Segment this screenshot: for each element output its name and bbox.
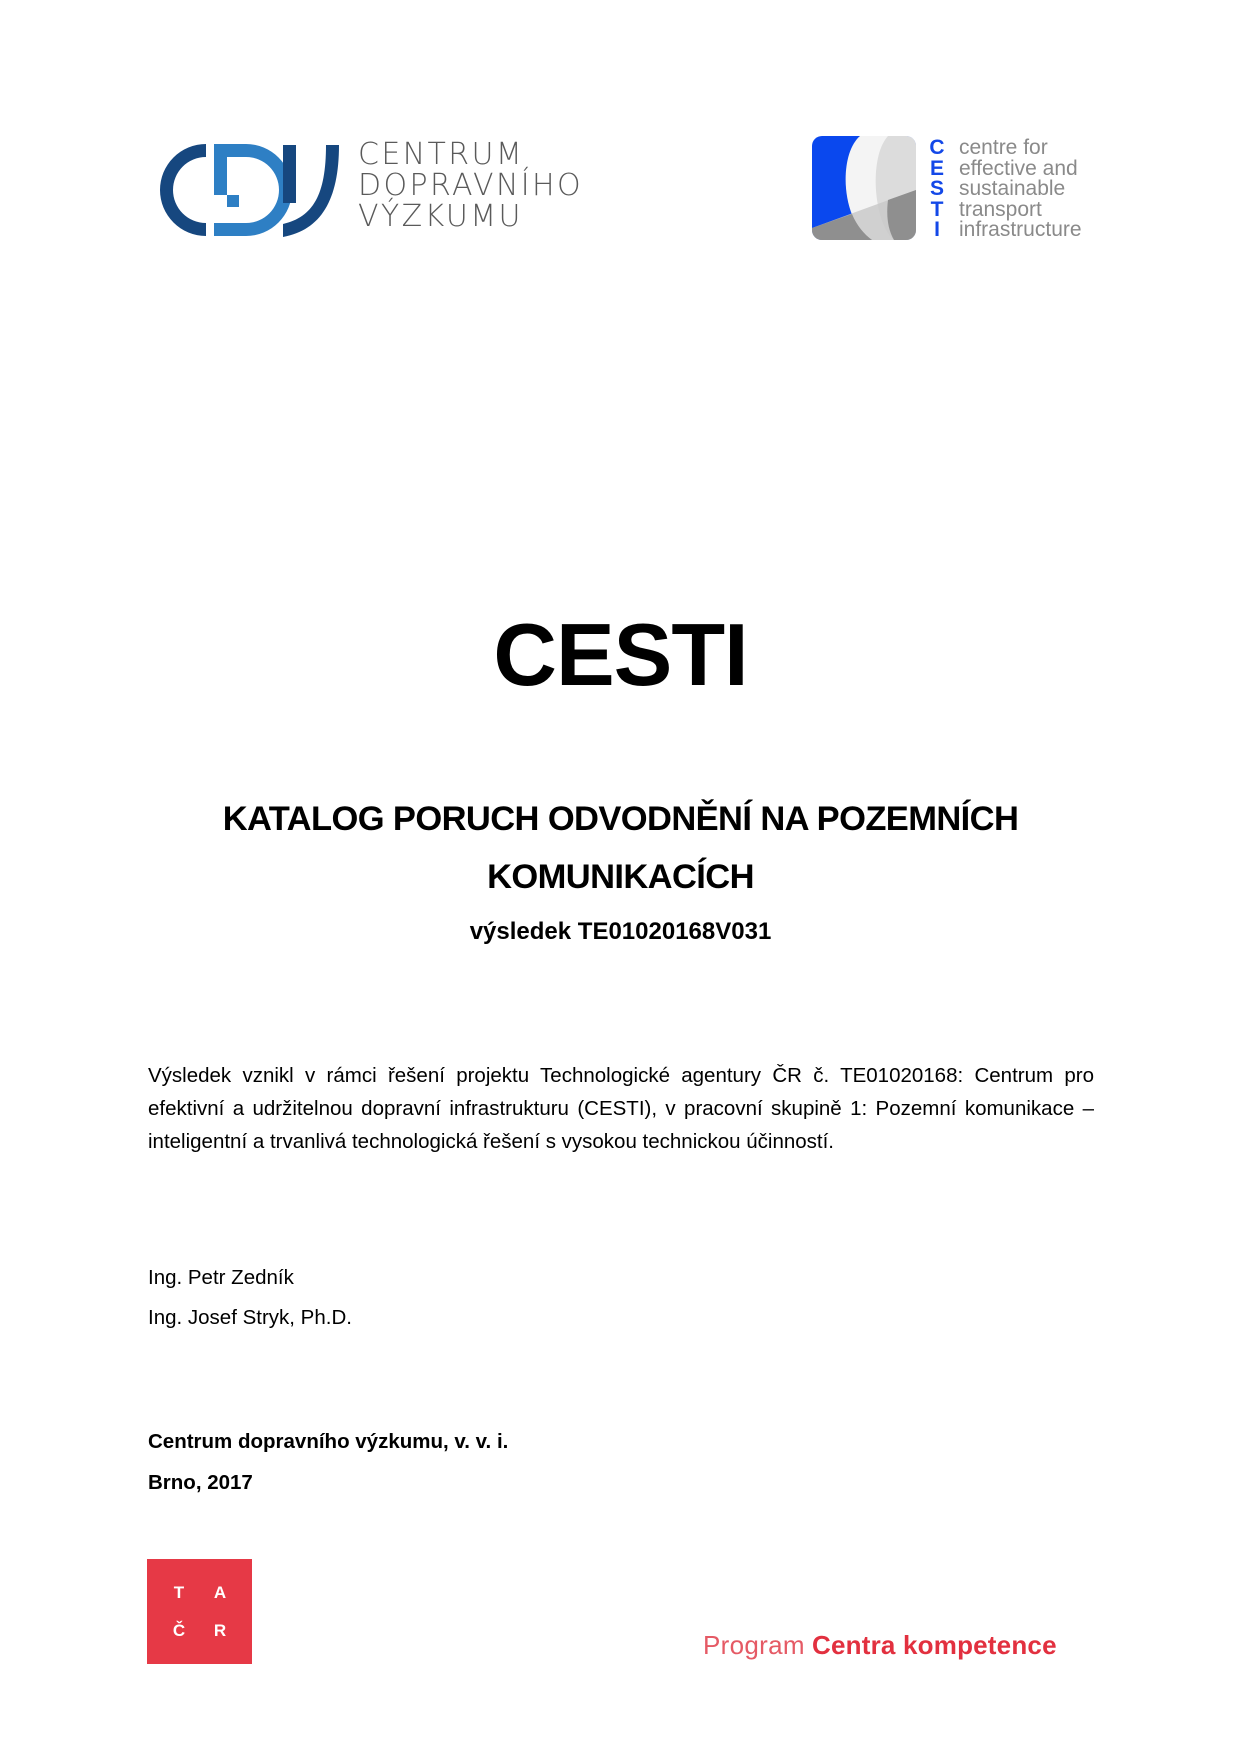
program-label: Program — [703, 1630, 805, 1660]
cesti-logo-line: infrastructure — [959, 218, 1082, 241]
tacr-logo — [147, 1559, 252, 1664]
place-year: Brno, 2017 — [148, 1471, 253, 1494]
document-subtitle — [100, 790, 1141, 906]
cesti-acronym-letter: I — [934, 218, 940, 241]
cesti-logo-mark-icon — [812, 136, 916, 240]
program-name: Centra kompetence — [812, 1630, 1057, 1660]
cdv-letter-c — [160, 144, 206, 236]
tacr-letter: T — [173, 1583, 185, 1602]
author-name: Ing. Josef Stryk, Ph.D. — [148, 1306, 352, 1329]
description-text: Výsledek vznikl v rámci řešení projektu Technologické agentury ČR č. TE01020168: Centrum pro efektivní a udržitelnou dopravní infrastrukturu (CESTI), v pracovní skupině 1: Pozemní komunikace – inteligentní a trvanlivá technologická řešení s vysokou technickou účinností. — [148, 1064, 1094, 1153]
subtitle-line: KOMUNIKACÍCH — [487, 858, 754, 896]
authors — [148, 1258, 352, 1338]
cesti-acronym-letter: C — [929, 136, 945, 159]
institution-name: Centrum dopravního výzkumu, v. v. i. — [148, 1430, 509, 1453]
cesti-logo — [812, 136, 1092, 242]
cdv-square — [227, 195, 239, 207]
cesti-acronym-letter: T — [930, 197, 944, 221]
cdv-logo-line: CENTRUM — [358, 137, 525, 172]
cesti-logo-line: transport — [959, 197, 1042, 221]
cdv-logo-line: VÝZKUMU — [358, 199, 523, 234]
author-name: Ing. Petr Zedník — [148, 1266, 294, 1289]
cdv-letter-v-bar — [283, 145, 296, 203]
institution-block — [148, 1421, 508, 1503]
result-code: výsledek TE01020168V031 — [469, 918, 772, 945]
tacr-letter: A — [213, 1583, 227, 1602]
cdv-logo-mark-icon — [156, 140, 346, 240]
description — [148, 1060, 1094, 1158]
tacr-letter: R — [213, 1621, 227, 1640]
cesti-acronym-letter: S — [929, 177, 944, 200]
cdv-letter-d — [214, 144, 292, 236]
cesti-logo-line: sustainable — [959, 177, 1066, 200]
cdv-logo — [156, 137, 596, 240]
cesti-logo-line: centre for — [959, 136, 1048, 159]
subtitle-line: KATALOG PORUCH ODVODNĚNÍ NA POZEMNÍCH — [222, 800, 1019, 838]
tacr-letter: Č — [172, 1621, 186, 1640]
document-title: CESTI — [493, 605, 748, 704]
program-centra-kompetence-logo — [703, 1628, 1057, 1662]
cesti-logo-line: effective and — [959, 156, 1078, 180]
cesti-acronym-letter: E — [929, 156, 944, 180]
cdv-logo-line: DOPRAVNÍHO — [358, 168, 584, 203]
